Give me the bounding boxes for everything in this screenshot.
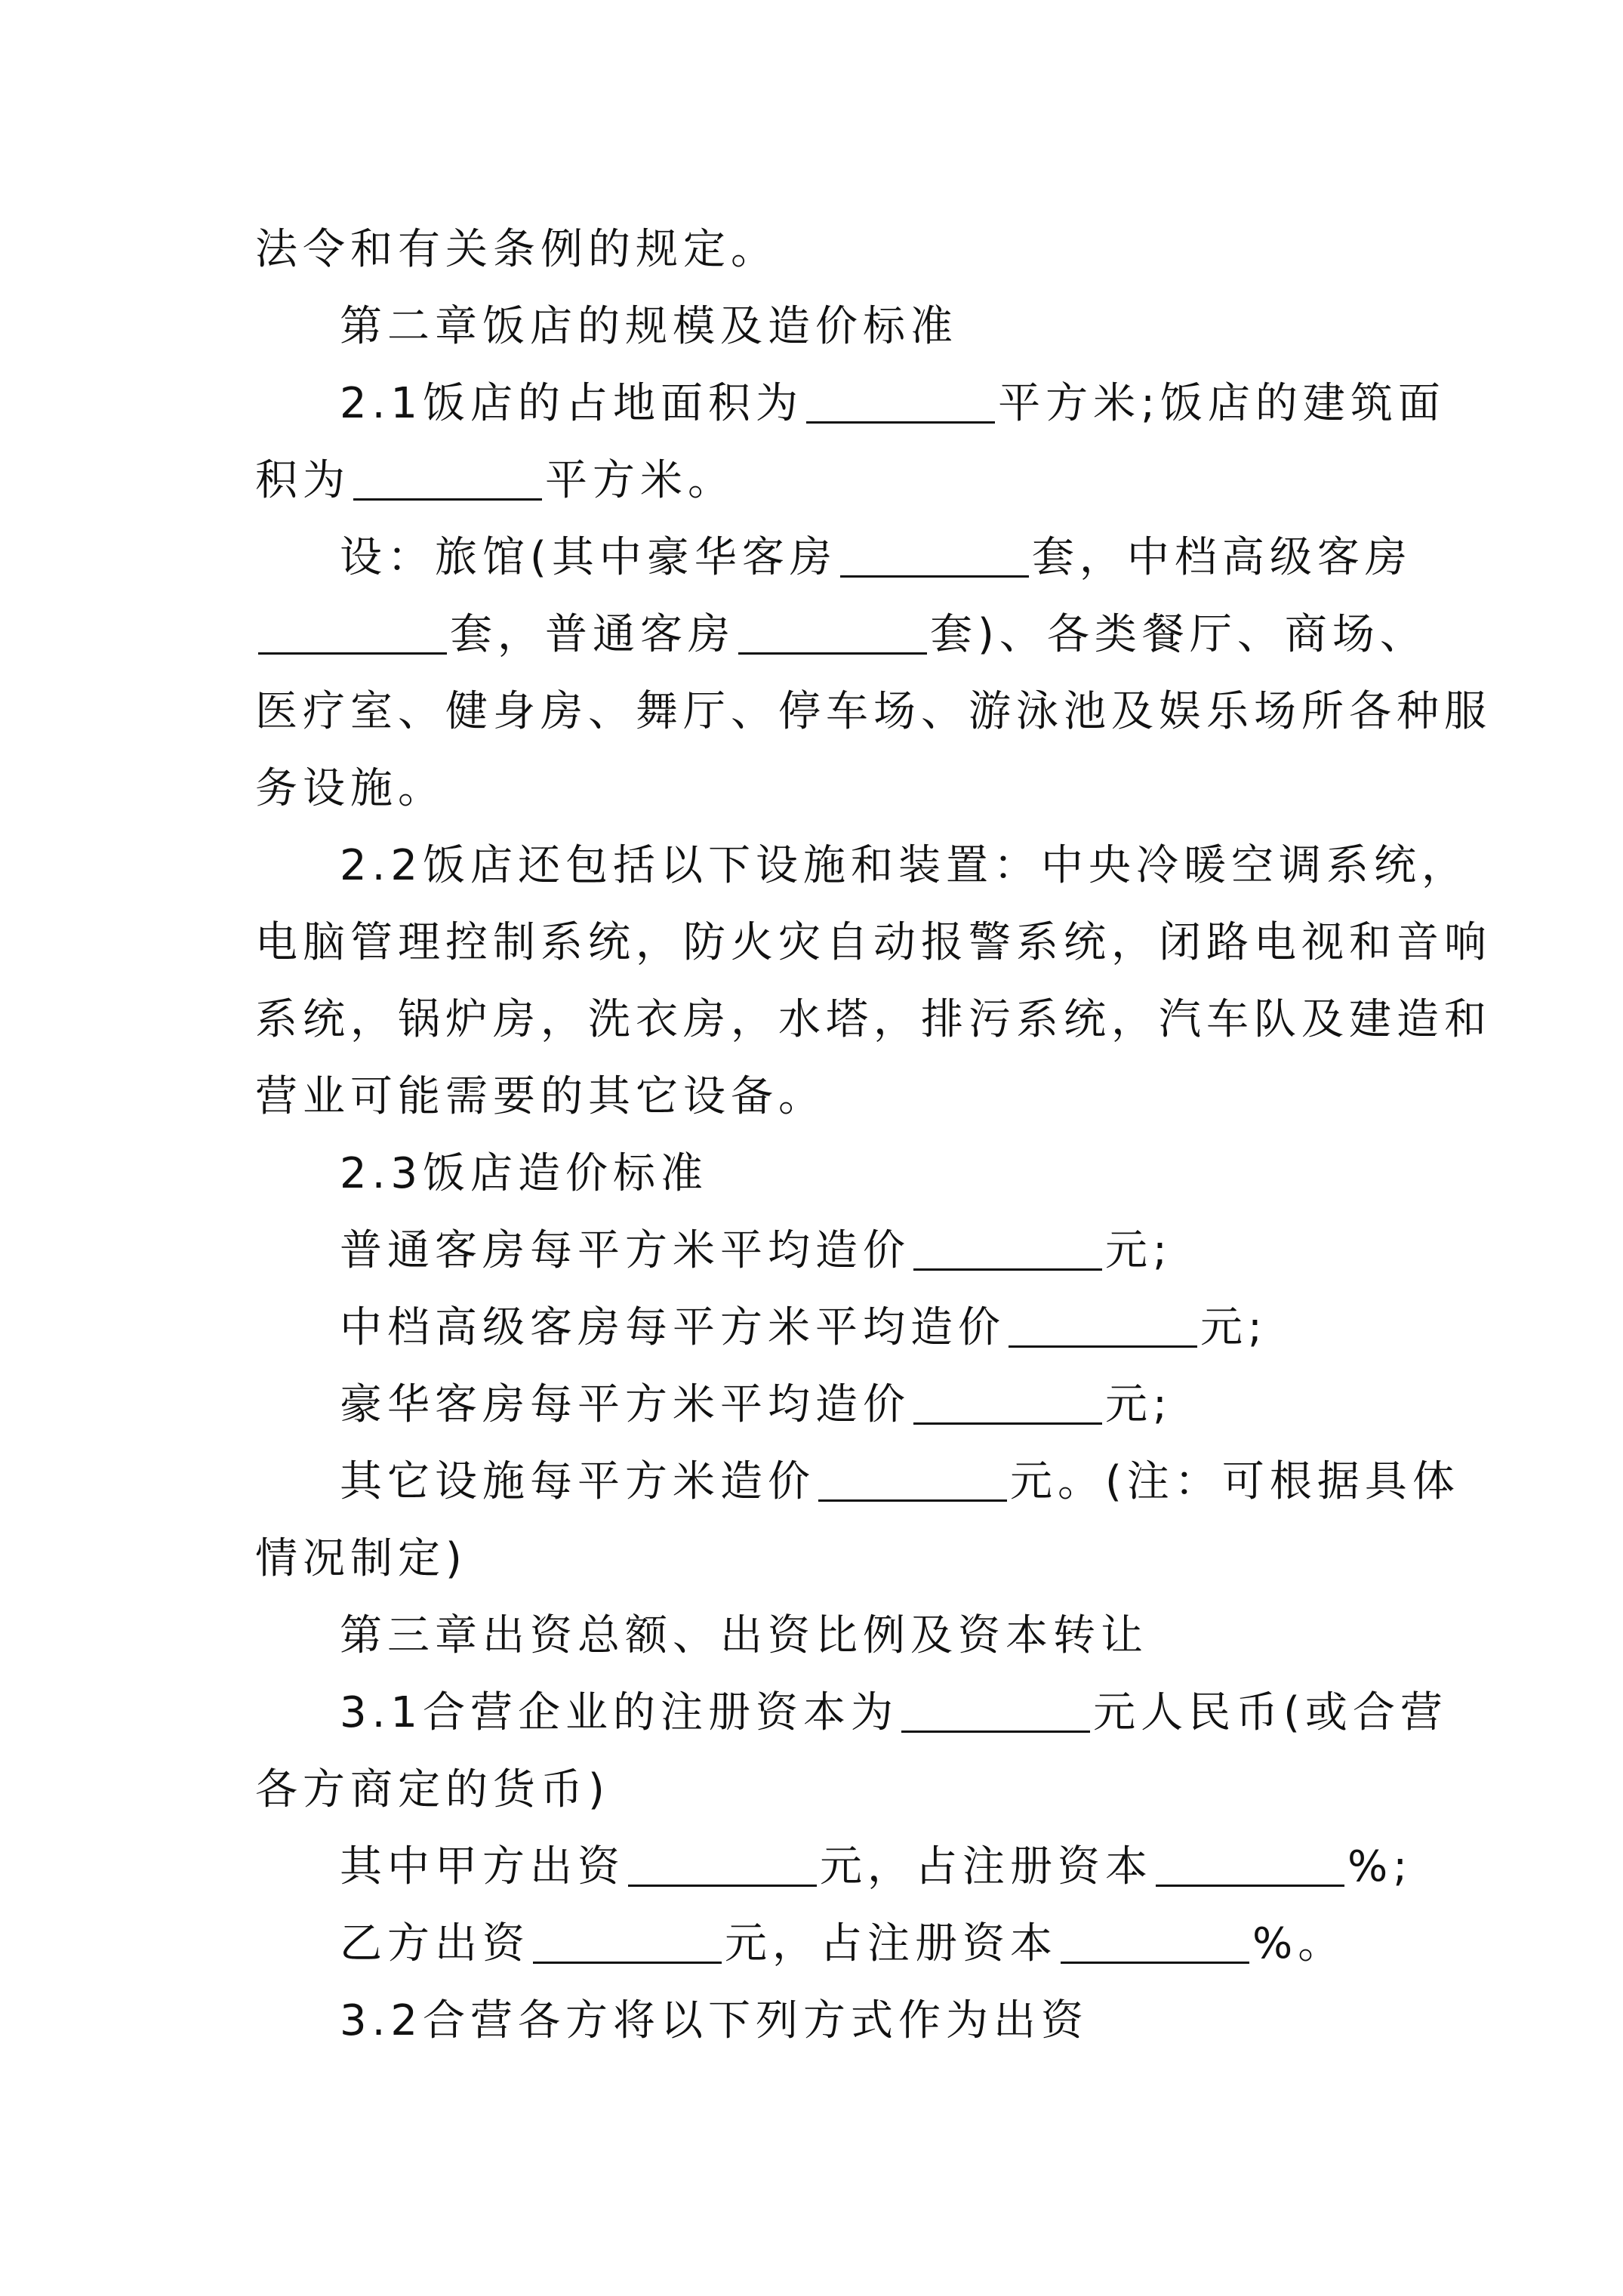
text-segment: 豪华客房每平方米平均造价 [340,1380,910,1429]
paragraph-line [255,1213,1387,1290]
paragraph-line [255,1829,1413,1906]
fill-in-blank[interactable] [913,1213,1102,1271]
paragraph-line [255,1059,1387,1136]
paragraph-line [255,1906,1387,1983]
text-segment: 第二章饭店的规模及造价标准 [340,302,958,351]
paragraph-line [255,596,1427,673]
text-segment: 2.3饭店造价标准 [340,1149,709,1198]
text-segment: 情况制定) [255,1534,467,1583]
text-segment: %。 [1252,1919,1346,1968]
fill-in-blank[interactable] [806,365,995,424]
fill-in-blank[interactable] [353,442,542,501]
text-segment: 元，占注册资本 [725,1919,1058,1968]
text-segment: 2.1饭店的占地面积为 [340,379,804,428]
fill-in-blank[interactable] [913,1367,1102,1425]
text-segment: 积为 [255,456,350,505]
paragraph-line [255,519,1412,596]
paragraph-line [255,1598,1387,1675]
fill-in-blank[interactable] [738,596,927,655]
fill-in-blank[interactable] [1009,1290,1197,1348]
text-segment: 平方米。 [545,456,735,505]
paragraph-line [255,905,1492,982]
paragraph-line [255,1290,1387,1367]
paragraph-line [255,1752,1387,1829]
text-segment: 其中甲方出资 [340,1842,625,1891]
paragraph-line [255,288,1387,365]
text-segment: 营业可能需要的其它设备。 [255,1072,826,1121]
text-segment: 系统，锅炉房，洗衣房，水塔，排污系统，汽车队及建造和 [255,995,1492,1044]
text-segment: 元; [1105,1380,1172,1429]
text-segment: 中档高级客房每平方米平均造价 [340,1303,1006,1352]
text-segment: 平方米;饭店的建筑面 [998,379,1446,428]
text-segment: 各方商定的货币) [255,1765,610,1814]
fill-in-blank[interactable] [818,1444,1007,1502]
text-segment: 3.2合营各方将以下列方式作为出资 [340,1996,1089,2045]
text-segment: 电脑管理控制系统，防火灾自动报警系统，闭路电视和音响 [255,918,1492,967]
fill-in-blank[interactable] [1156,1829,1344,1887]
paragraph-line [255,1675,1448,1752]
paragraph-line [255,827,1470,905]
text-segment: 医疗室、健身房、舞厅、停车场、游泳池及娱乐场所各种服 [255,687,1492,736]
text-segment: 3.1合营企业的注册资本为 [340,1688,899,1737]
fill-in-blank[interactable] [258,596,447,655]
paragraph-line [255,982,1492,1059]
text-segment: 法令和有关条例的规定。 [255,225,778,274]
text-segment: 乙方出资 [340,1919,530,1968]
paragraph-line [255,1367,1387,1444]
text-segment: %; [1347,1842,1413,1891]
paragraph-line [255,1444,1460,1521]
fill-in-blank[interactable] [901,1675,1090,1733]
text-segment: 第三章出资总额、出资比例及资本转让 [340,1611,1148,1660]
paragraph-line [255,750,1387,827]
paragraph-line [255,1521,1387,1598]
text-segment: 元; [1105,1226,1172,1275]
text-segment: 元，占注册资本 [820,1842,1153,1891]
paragraph-line [255,211,1387,288]
paragraph-line [255,673,1492,750]
paragraph-line [255,442,1387,519]
text-segment: 元; [1200,1303,1267,1352]
text-segment: 其它设施每平方米造价 [340,1457,815,1506]
document-body [255,211,1492,2060]
text-segment: 套)、各类餐厅、商场、 [930,610,1427,659]
text-segment: 2.2饭店还包括以下设施和装置：中央冷暖空调系统， [340,841,1470,890]
text-segment: 套，普通客房 [450,610,735,659]
text-segment: 元。(注：可根据具体 [1010,1457,1460,1506]
text-segment: 务设施。 [255,764,445,813]
fill-in-blank[interactable] [533,1906,722,1964]
text-segment: 套，中档高级客房 [1031,533,1412,582]
text-segment: 元人民币(或合营 [1093,1688,1448,1737]
text-segment: 普通客房每平方米平均造价 [340,1226,910,1275]
paragraph-line [255,365,1446,442]
paragraph-line [255,1136,1387,1213]
paragraph-line [255,1983,1387,2060]
fill-in-blank[interactable] [1061,1906,1249,1964]
fill-in-blank[interactable] [840,519,1029,578]
text-segment: 设：旅馆(其中豪华客房 [340,533,837,582]
fill-in-blank[interactable] [628,1829,817,1887]
